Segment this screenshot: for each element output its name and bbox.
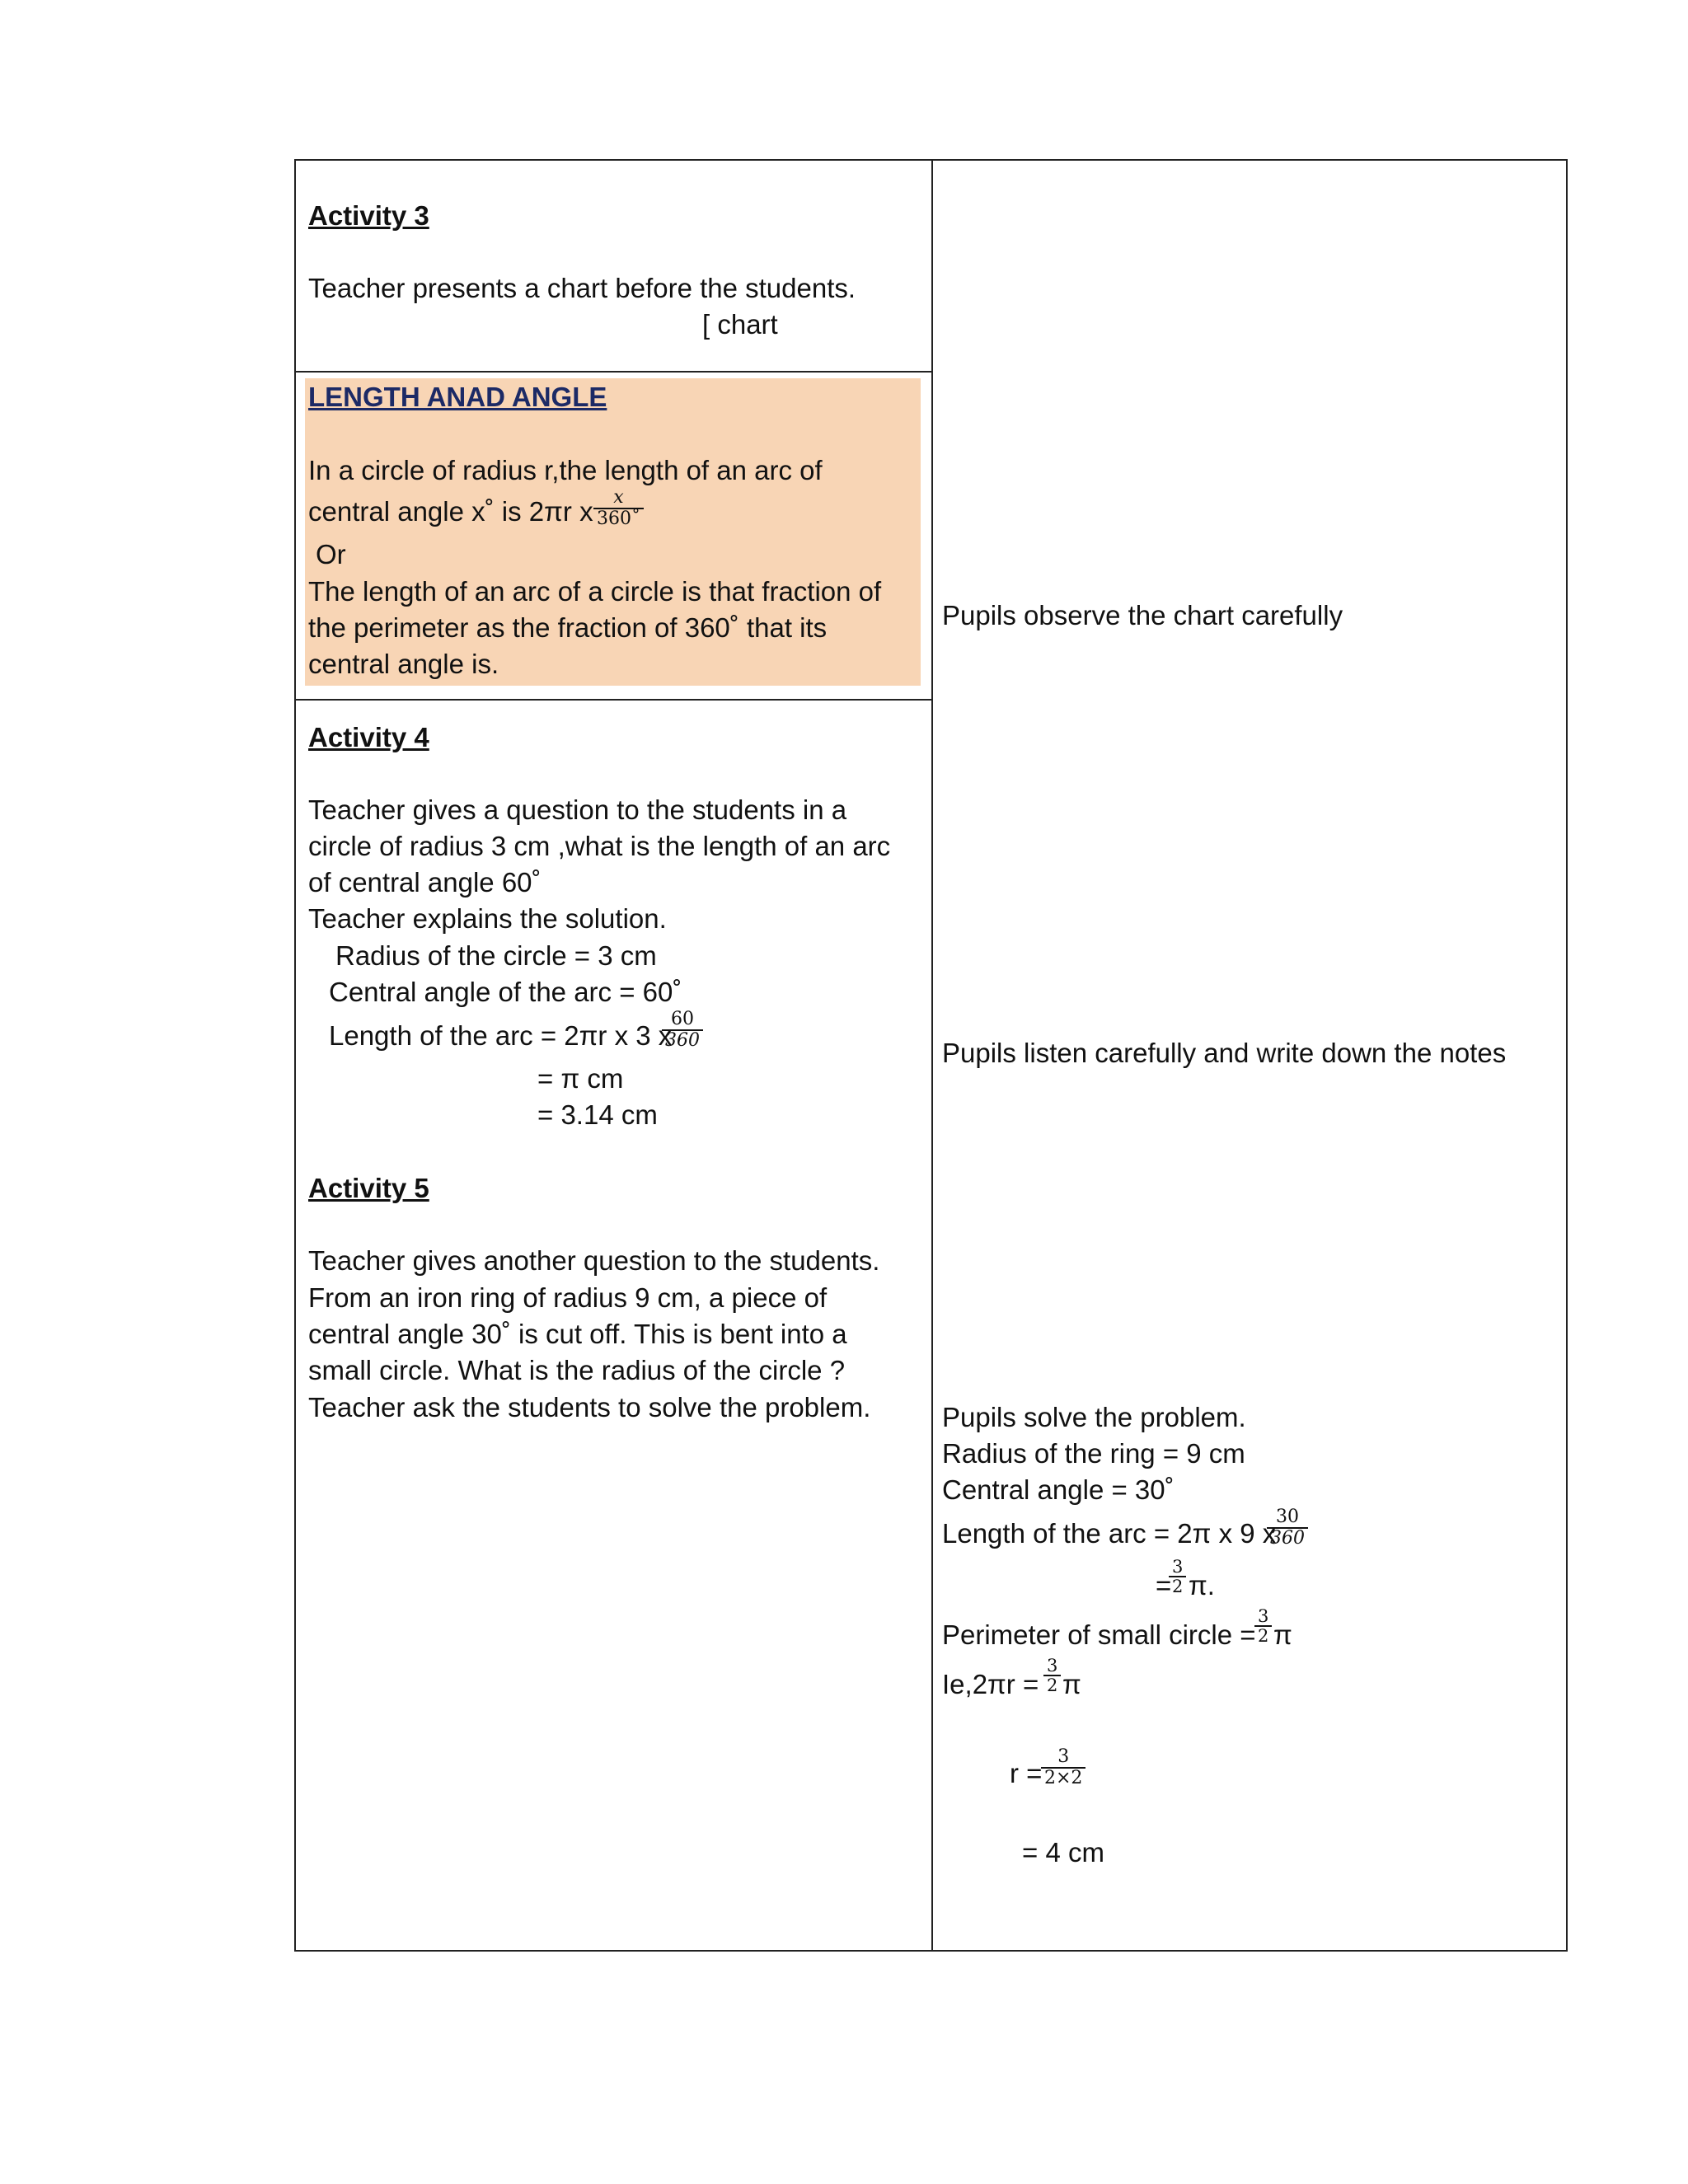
solve-line-5-eq: =	[1156, 1570, 1172, 1601]
activity-3-heading: Activity 3	[308, 200, 429, 231]
solve-line-8-fraction	[1041, 1747, 1085, 1788]
activity-5-line-4: small circle. What is the radius of the circle ?	[308, 1355, 846, 1385]
solve-line-5-den: 2	[1169, 1576, 1186, 1596]
chart-line-1: In a circle of radius r,the length of an arc of	[308, 455, 823, 485]
activity-5-line-1: Teacher gives another question to the students.	[308, 1245, 880, 1276]
solve-line-4: Length of the arc = 2π x 9 x	[942, 1518, 1277, 1549]
solve-line-6: Perimeter of small circle =	[942, 1619, 1256, 1650]
activity-4-explain: Teacher explains the solution.	[308, 903, 667, 934]
activity-5-line-5: Teacher ask the students to solve the problem.	[308, 1392, 871, 1422]
chart-line-5: the perimeter as the fraction of 360˚ that its	[308, 612, 828, 643]
chart-line-4: The length of an arc of a circle is that fraction of	[308, 576, 882, 607]
activity-4-question-2: circle of radius 3 cm ,what is the length of an arc	[308, 831, 891, 861]
chart-line-6: central angle is.	[308, 649, 499, 679]
solve-line-2: Radius of the ring = 9 cm	[942, 1438, 1245, 1469]
chart-heading: LENGTH ANAD ANGLE	[308, 382, 607, 412]
solve-line-5-suffix: π.	[1189, 1570, 1215, 1601]
activity-5-line-3: central angle 30˚ is cut off. This is bent into a	[308, 1319, 847, 1349]
row-divider-1	[296, 371, 932, 373]
solve-line-7: Ie,2πr =	[942, 1669, 1039, 1699]
solve-line-9: = 4 cm	[1022, 1837, 1104, 1868]
solve-line-7-den: 2	[1043, 1675, 1061, 1694]
chart-line-2: central angle x˚ is 2πr x	[308, 496, 593, 527]
solve-line-6-den: 2	[1254, 1625, 1272, 1645]
solve-line-8: r =	[1010, 1758, 1043, 1788]
solve-line-7-num: 3	[1047, 1656, 1058, 1675]
solve-line-4-den: 360	[1267, 1527, 1308, 1549]
activity-4-length: Length of the arc = 2πr x 3 x	[329, 1020, 673, 1051]
solve-line-5-num: 3	[1172, 1557, 1184, 1577]
activity-4-result-1: = π cm	[537, 1063, 624, 1094]
activity-4-question-3: of central angle 60˚	[308, 867, 542, 898]
solve-line-1: Pupils solve the problem.	[942, 1402, 1246, 1432]
activity-4-question-1: Teacher gives a question to the students in a	[308, 794, 847, 825]
chart-fraction	[593, 488, 644, 529]
activity-5-line-2: From an iron ring of radius 9 cm, a piece of	[308, 1282, 828, 1313]
activity-5-heading: Activity 5	[308, 1173, 429, 1203]
solve-line-7-suffix: π	[1062, 1669, 1081, 1699]
activity-4-fraction	[662, 1010, 703, 1051]
pupils-observe: Pupils observe the chart carefully	[942, 600, 1343, 630]
activity-3-chart-note: [ chart	[702, 309, 778, 340]
chart-fraction-den: 360˚	[593, 508, 644, 529]
solve-line-5-fraction	[1169, 1558, 1186, 1596]
pupils-listen: Pupils listen carefully and write down the notes	[942, 1038, 1507, 1068]
solve-line-4-num: 30	[1276, 1507, 1299, 1527]
solve-line-4-fraction	[1267, 1507, 1308, 1549]
activity-3-text: Teacher presents a chart before the students.	[308, 273, 856, 303]
solve-line-6-num: 3	[1258, 1606, 1269, 1626]
solve-line-7-fraction	[1043, 1657, 1061, 1694]
activity-4-fraction-num: 60	[671, 1009, 694, 1029]
activity-4-fraction-den: 360	[662, 1029, 703, 1051]
solve-line-8-den: 2×2	[1041, 1767, 1085, 1788]
chart-or: Or	[316, 539, 346, 569]
activity-4-heading: Activity 4	[308, 722, 429, 752]
chart-fraction-num: x	[613, 487, 624, 508]
activity-4-angle: Central angle of the arc = 60˚	[329, 977, 682, 1007]
solve-line-6-suffix: π	[1273, 1619, 1292, 1650]
solve-line-8-num: 3	[1057, 1746, 1070, 1767]
row-divider-2	[296, 699, 932, 701]
activity-4-radius: Radius of the circle = 3 cm	[335, 940, 657, 971]
activity-4-result-2: = 3.14 cm	[537, 1099, 658, 1130]
solve-line-3: Central angle = 30˚	[942, 1474, 1175, 1505]
solve-line-6-fraction	[1254, 1607, 1272, 1645]
column-divider	[931, 161, 933, 1950]
